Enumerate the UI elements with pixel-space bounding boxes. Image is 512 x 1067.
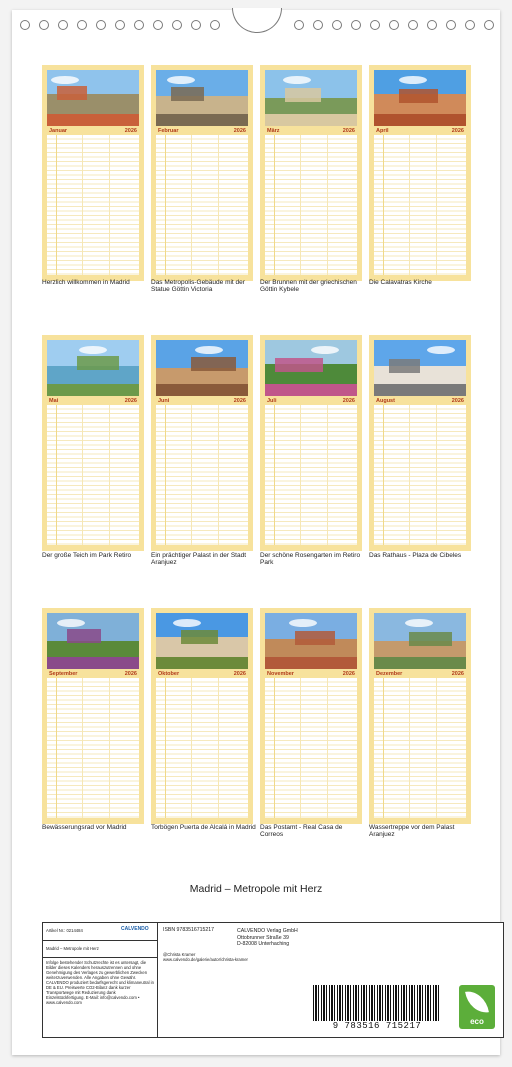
calvendo-logo: CALVENDO <box>121 926 149 932</box>
month-name: November <box>267 671 294 677</box>
binding-hole <box>465 20 475 30</box>
month-card <box>369 335 471 551</box>
eco-badge <box>459 985 495 1029</box>
month-header <box>156 127 248 135</box>
day-grid <box>47 405 139 545</box>
month-year: 2026 <box>451 398 464 404</box>
month-header <box>265 397 357 405</box>
day-grid <box>47 135 139 275</box>
day-grid <box>47 678 139 818</box>
month-photo <box>374 340 466 396</box>
month-name: September <box>49 671 78 677</box>
month-card <box>42 608 144 824</box>
binding-hole <box>191 20 201 30</box>
binding-hole <box>58 20 68 30</box>
month-year: 2026 <box>342 398 355 404</box>
binding-hole <box>294 20 304 30</box>
binding-hole <box>115 20 125 30</box>
binding-hole <box>77 20 87 30</box>
binding-hole <box>370 20 380 30</box>
month-year: 2026 <box>124 128 137 134</box>
month-year: 2026 <box>451 671 464 677</box>
month-photo <box>47 613 139 669</box>
day-grid <box>374 678 466 818</box>
month-name: Mai <box>49 398 59 404</box>
month-photo <box>374 613 466 669</box>
imprint-subtitle: Madrid – Metropole mit Herz <box>46 946 99 951</box>
month-header <box>265 670 357 678</box>
month-card <box>369 608 471 824</box>
month-photo <box>265 340 357 396</box>
binding-hole <box>408 20 418 30</box>
binding-hole <box>313 20 323 30</box>
month-card <box>151 65 253 281</box>
binding-hole <box>484 20 494 30</box>
month-name: Januar <box>49 128 68 134</box>
month-card <box>260 65 362 281</box>
photo-caption: Das Rathaus - Plaza de Cibeles <box>369 552 462 559</box>
month-photo <box>156 70 248 126</box>
binding-hole <box>427 20 437 30</box>
month-photo <box>156 613 248 669</box>
month-photo <box>374 70 466 126</box>
publisher-street: Ottobrunner Straße 39 <box>237 934 289 941</box>
month-year: 2026 <box>233 398 246 404</box>
month-header <box>47 127 139 135</box>
author: @Christa Kramer <box>163 952 196 957</box>
day-grid <box>265 405 357 545</box>
day-grid <box>374 405 466 545</box>
month-name: März <box>267 128 280 134</box>
author-url: www.calvendo.de/galerie/autor/christa-kramer <box>163 957 248 962</box>
month-header <box>265 127 357 135</box>
month-header <box>374 397 466 405</box>
month-header <box>47 670 139 678</box>
month-year: 2026 <box>451 128 464 134</box>
photo-caption: Wassertreppe vor dem Palast Aranjuez <box>369 824 455 839</box>
month-header <box>374 670 466 678</box>
month-year: 2026 <box>233 671 246 677</box>
month-header <box>156 397 248 405</box>
day-grid <box>156 405 248 545</box>
day-grid <box>374 135 466 275</box>
binding-hole <box>332 20 342 30</box>
binding-hole <box>134 20 144 30</box>
day-grid <box>265 678 357 818</box>
imprint-divider <box>157 923 158 1037</box>
month-name: Oktober <box>158 671 180 677</box>
photo-caption: Das Postamt - Real Casa de Correos <box>260 824 343 839</box>
month-photo <box>265 613 357 669</box>
month-year: 2026 <box>233 128 246 134</box>
photo-caption: Ein prächtiger Palast in der Stadt Aranjuez <box>151 552 247 567</box>
publisher-city: D-82008 Unterhaching <box>237 941 290 947</box>
binding-hole <box>446 20 456 30</box>
month-name: Dezember <box>376 671 403 677</box>
publisher-name: CALVENDO Verlag GmbH <box>237 928 298 934</box>
month-name: April <box>376 128 389 134</box>
month-photo <box>47 70 139 126</box>
binding-hole <box>153 20 163 30</box>
month-card <box>260 608 362 824</box>
month-card <box>260 335 362 551</box>
photo-caption: Bewässerungsrad vor Madrid <box>42 824 127 831</box>
article-number: Artikel Nr.: 0214484 <box>46 928 83 933</box>
barcode-bars <box>313 985 441 1021</box>
month-card <box>369 65 471 281</box>
month-header <box>374 127 466 135</box>
month-card <box>42 65 144 281</box>
photo-caption: Herzlich willkommen in Madrid <box>42 279 130 286</box>
photo-caption: Der Brunnen mit der griechischen Göttin Kybele <box>260 279 357 294</box>
isbn: ISBN 9783516715217 <box>163 927 215 933</box>
month-card <box>42 335 144 551</box>
month-photo <box>47 340 139 396</box>
month-photo <box>265 70 357 126</box>
month-name: Februar <box>158 128 179 134</box>
photo-caption: Der schöne Rosengarten im Retiro Park <box>260 552 361 567</box>
binding-hole <box>210 20 220 30</box>
binding-hole <box>20 20 30 30</box>
photo-caption: Die Calavatras Kirche <box>369 279 432 286</box>
binding-hole <box>351 20 361 30</box>
month-year: 2026 <box>342 128 355 134</box>
calendar-title: Madrid – Metropole mit Herz <box>189 883 323 895</box>
day-grid <box>156 135 248 275</box>
binding-hole <box>389 20 399 30</box>
isbn-barcode <box>307 983 447 1031</box>
imprint-left <box>43 923 158 1037</box>
barcode-digits: 9 783516 715217 <box>332 1021 422 1031</box>
imprint-box <box>42 922 504 1038</box>
month-card <box>151 335 253 551</box>
month-name: Juni <box>158 398 170 404</box>
photo-caption: Torbögen Puerta de Alcalá in Madrid <box>151 824 256 831</box>
legal-notice: Infolge bestehender Schutzrechte ist es untersagt, die Bilder dieses Kalenders herauszutrennen und ohne Genehmigung des Verlages zu gewerblichen Zwecken weiterzuverwenden. Alle Angaben ohne Gewähr. CALVENDO produziert bedarfsgerecht und klimaneutral in DE & EU. Preiswerte CO2-Bilanz dank kurzer Transportwege mit Reduzierung dank Einzelstückfertigung. E-Mail: info@calvendo.com • www.calvendo.com <box>46 960 154 1005</box>
month-photo <box>156 340 248 396</box>
leaf-icon <box>465 988 489 1015</box>
calendar-page <box>12 10 500 1055</box>
eco-label: eco <box>470 1017 484 1026</box>
day-grid <box>156 678 248 818</box>
month-year: 2026 <box>124 671 137 677</box>
month-card <box>151 608 253 824</box>
day-grid <box>265 135 357 275</box>
binding-hole <box>39 20 49 30</box>
month-header <box>47 397 139 405</box>
binding-hole <box>172 20 182 30</box>
binding-hole <box>96 20 106 30</box>
month-name: Juli <box>267 398 277 404</box>
month-year: 2026 <box>342 671 355 677</box>
month-header <box>156 670 248 678</box>
month-name: August <box>376 398 395 404</box>
photo-caption: Das Metropolis-Gebäude mit der Statue Göttin Victoria <box>151 279 245 294</box>
photo-caption: Der große Teich im Park Retiro <box>42 552 132 559</box>
month-year: 2026 <box>124 398 137 404</box>
